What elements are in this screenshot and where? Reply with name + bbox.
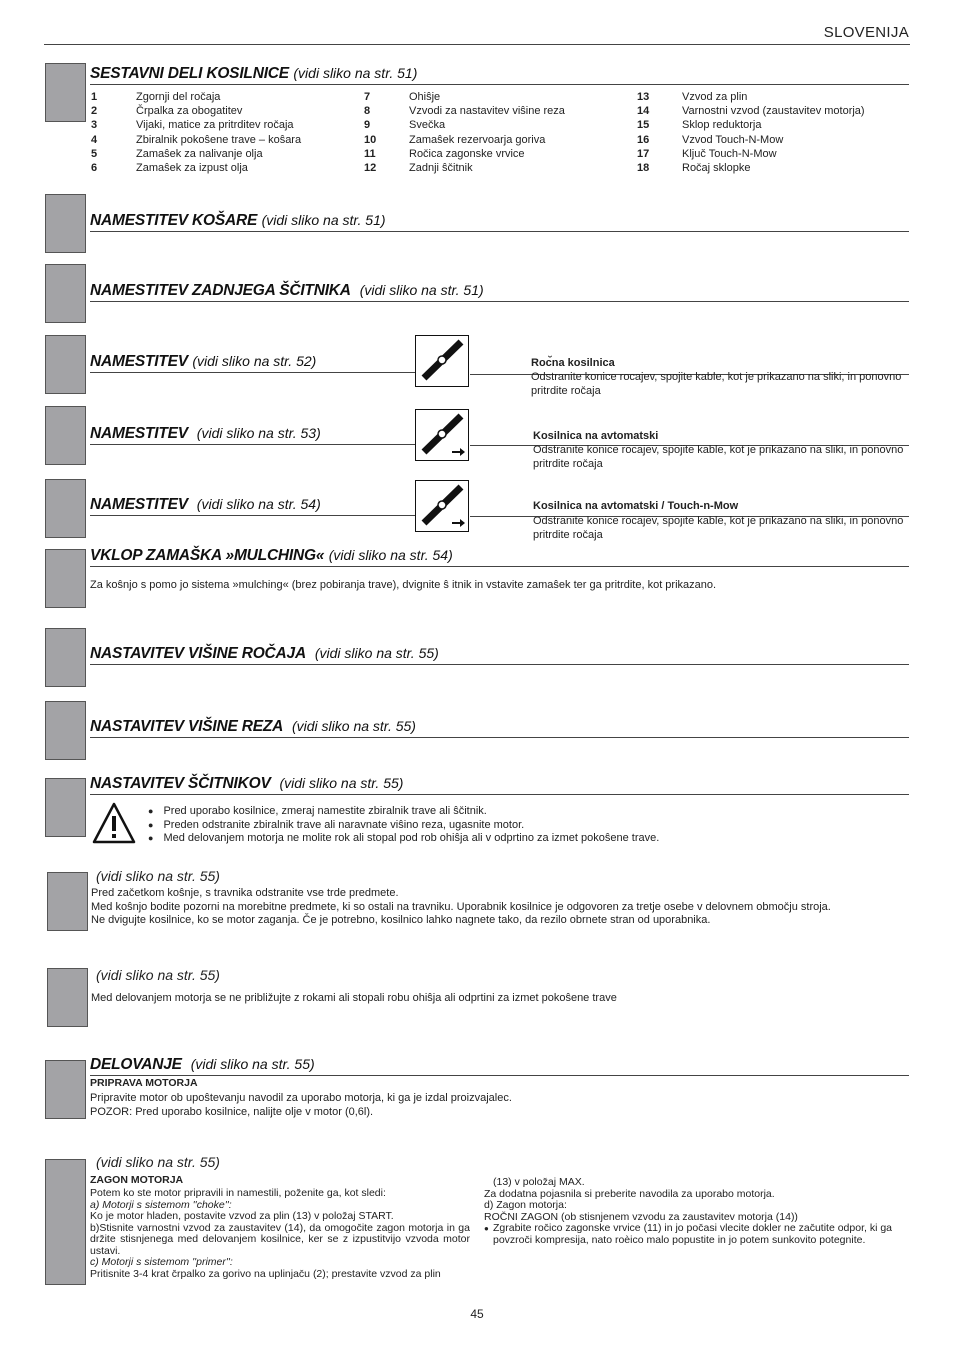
body-text: Pred zac̆etkom koŝnje, s travnika odstranite vse trde predmete. Med koŝnjo bodite pozorni na morebitne predmete, ki so ostali na travniku. Uporabnik kosilnice je odgovoren za tretje osebe v delovnem obmoc̆ju stroja. Ne dvigujte kosilnice, ko se motor zaganja. Če je potrebno, kosilnico lahko nagnete tako, da rezilo obrnete stran od uporabnika. (91, 887, 831, 926)
list-item: 8 Vzvodi za nastavitev viŝine reza (364, 105, 565, 118)
handle-cable-touch-picture (415, 480, 469, 532)
parts-column-3 (637, 90, 865, 175)
list-item: 15 Sklop reduktorja (637, 119, 762, 132)
warning-icon (91, 801, 137, 850)
section-ref: (vidi sliko na str. 55) (96, 967, 220, 983)
section-tab (45, 479, 86, 538)
section-ref: (vidi sliko na str. 55) (96, 868, 220, 884)
side-text: Odstranite konice rocajev, spojite kable, kot je prikazano na sliki, in ponovno pritrdite roc̆aja (531, 371, 902, 397)
section-tab (45, 1159, 86, 1285)
list-item: 6 Zamaŝek za izpust olja (91, 162, 248, 175)
section-tab (45, 194, 86, 253)
side-heading: Kosilnica na avtomatski (533, 430, 659, 442)
list-item: 18 Roc̆aj sklopke (637, 162, 751, 175)
country-label: SLOVENIJA (823, 24, 909, 41)
body-text: Pripravite motor ob upoŝtevanju navodil za uporabo motorja, ki ga je izdal proizvajalec. POZOR: Pred uporabo kosilnice, nalijte olje v motor (0,6l). (90, 1092, 512, 1118)
list-item: 13 Vzvod za plin (637, 91, 748, 103)
list-item: 16 Vzvod Touch-N-Mow (637, 133, 784, 146)
list-item: 11 Roc̆ica zagonske vrvice (364, 147, 525, 160)
list-item: ● Med delovanjem motorja ne molite rok ali stopal pod rob ohiŝja ali v odprtino za izmet pokoŝene trave. (148, 832, 659, 846)
list-item: 17 Ključ Touch-N-Mow (637, 147, 777, 160)
subheading: ZAGON MOTORJA (90, 1174, 184, 1186)
page-number: 45 (470, 1307, 484, 1321)
left-column: Potem ko ste motor pripravili in namestili, poz̆enite ga, kot sledi: a) Motorji s sistemom ''choke'': Ko je motor hladen, postavite vzvod za plin (13) v poloz̆aj START. b)Stisnite varnostni vzvod za zaustavitev (14), da omogoc̆ite zagon motorja in ga drz̆ite stisnjenega med delovanjem kosilnice, ker se z izpustitvijo vzvoda motor ustavi. c) Motorji s sistemom ''primer'': Pritisnite 3-4 krat c̆rpalko za gorivo na uplinjac̆u (2); prestavite vzvod za plin (90, 1187, 470, 1280)
body-text: Za koŝnjo s pomo jo sistema »mulching« (brez pobiranja trave), dvignite ŝ itnik in vstavite zamaŝek ter ga pritrdite, kot prikazano. (90, 579, 717, 591)
section-tab (45, 628, 86, 687)
parts-column-2 (364, 90, 565, 175)
handle-cable-auto-picture (415, 409, 469, 461)
section-heading: NAMESTITEV KOŠARE (vidi sliko na str. 51) (90, 210, 909, 232)
handle-cable-picture (415, 335, 469, 387)
subheading: PRIPRAVA MOTORJA (90, 1077, 198, 1089)
list-item: 5 Zamaŝek za nalivanje olja (91, 147, 263, 160)
list-item: 7 Ohiŝje (364, 91, 441, 103)
body-text: Med delovanjem motorja se ne pribliz̆ujte z rokami ali stopali robu ohiŝja ali odprtini za izmet pokoŝene trave (91, 992, 617, 1004)
list-item: 14 Varnostni vzvod (zaustavitev motorja) (637, 105, 865, 118)
section-tab (45, 335, 86, 394)
section-tab (45, 1060, 86, 1119)
section-tab (45, 406, 86, 465)
list-item: 10 Zamaŝek rezervoarja goriva (364, 133, 546, 146)
section-heading: NAMESTITEV (vidi sliko na str. 52) (90, 351, 415, 373)
section-heading: DELOVANJE (vidi sliko na str. 55) (90, 1054, 909, 1076)
section-tab (45, 264, 86, 323)
section-heading: NAMESTITEV ZADNJEGA ŠČITNIKA (vidi sliko na str. 51) (90, 280, 909, 302)
section-tab (47, 872, 88, 931)
right-column: (13) v poloz̆aj MAX. Za dodatna pojasnila si preberite navodila za uporabo motorja. d) Zagon motorja: ROC̆NI ZAGON (ob stisnjenem vzvodu za zaustavitev motorja (14)) ● Zgrabite roc̆ico zagonske vrvice (11) in jo poc̆asi vlecite dokler ne zac̆utite odpor, ki ga povzroc̆i kompresija, nato roèico malo popustite in jo potem sunkovito potegnite. (484, 1176, 893, 1246)
section-tab (45, 778, 86, 837)
side-heading: Roc̆na kosilnica (531, 357, 615, 369)
list-item: 2 C̆rpalka za obogatitev (91, 105, 243, 118)
side-text: Odstranite konice rocajev, spojite kable, kot je prikazano na sliki, in ponovno pritrdite roc̆aja (533, 444, 904, 470)
list-item: 1 Zgornji del roc̆aja (91, 91, 221, 103)
section-heading: VKLOP ZAMAŠKA »MULCHING« (vidi sliko na str. 54) (90, 545, 909, 567)
section-ref: (vidi sliko na str. 55) (96, 1154, 220, 1170)
section-heading: NASTAVITEV VIŠINE REZA (vidi sliko na str. 55) (90, 716, 909, 738)
section-heading: NAMESTITEV (vidi sliko na str. 54) (90, 494, 415, 516)
section-heading: NASTAVITEV ŠČITNIKOV (vidi sliko na str. 55) (90, 773, 909, 795)
list-item: 4 Zbiralnik pokoŝene trave – koŝara (91, 133, 302, 146)
section-heading: SESTAVNI DELI KOSILNICE (vidi sliko na str. 51) (90, 63, 909, 85)
section-heading: NAMESTITEV (vidi sliko na str. 53) (90, 423, 415, 445)
section-tab (45, 63, 86, 122)
side-text: Odstranite konice rocajev, spojite kable, kot je prikazano na sliki, in ponovno pritrdite roc̆aja (533, 515, 904, 541)
section-tab (45, 701, 86, 760)
top-rule (44, 44, 910, 45)
list-item: ● Preden odstranite zbiralnik trave ali naravnate viŝino reza, ugasnite motor. (148, 819, 659, 833)
bullet-list (148, 805, 659, 846)
list-item: 12 Zadnji ŝc̆itnik (364, 162, 473, 175)
section-heading: NASTAVITEV VIŠINE ROČAJA (vidi sliko na str. 55) (90, 643, 909, 665)
side-heading: Kosilnica na avtomatski / Touch-n-Mow (533, 500, 739, 512)
list-item: 3 Vijaki, matice za pritrditev roc̆aja (91, 119, 294, 132)
section-tab (45, 549, 86, 608)
parts-column-1 (91, 90, 301, 175)
list-item: 9 Svec̆ka (364, 119, 446, 132)
list-item: ● Pred uporabo kosilnice, zmeraj namestite zbiralnik trave ali ŝc̆itnik. (148, 805, 659, 819)
section-tab (47, 968, 88, 1027)
